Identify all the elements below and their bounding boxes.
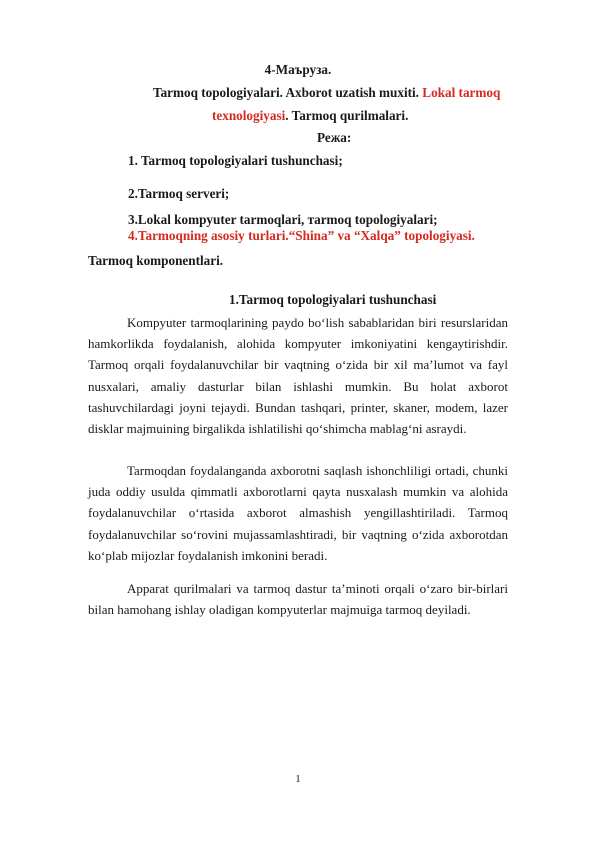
body-paragraph-2: Tarmoqdan foydalanganda axborotni saqlash ishonchliligi ortadi, chunki juda oddiy usulda qimmatli axborotlarni qayta nusxalash mumkin va alohida foydalanuvchilar o‘rtasida axborot almashish yengillashtiriladi. Tarmoq foydalanuvchilar so‘rovini mujassamlashtiradi, bir vaqtning o‘zida axborotdan ko‘plab mijozlar foydalanish imkonini beradi. — [88, 463, 508, 563]
plan-heading: Режа: — [317, 130, 352, 145]
title-highlight-cont: texnologiyasi — [212, 108, 286, 123]
section-heading: 1.Tarmoq topologiyalari tushunchasi — [229, 292, 437, 307]
title-text: Tarmoq topologiyalari. Axborot uzatish muxiti. — [153, 85, 423, 100]
title-highlight: Lokal tarmoq — [422, 85, 501, 100]
page-number: 1 — [295, 773, 301, 785]
plan-item-1: 1. Tarmoq topologiyalari tushunchasi; — [128, 153, 343, 168]
title-text-cont: . Tarmoq qurilmalari. — [285, 108, 409, 123]
lecture-title-line1 — [153, 85, 500, 101]
lecture-number: 4-Маъруза. — [264, 62, 332, 77]
lecture-title-line2 — [212, 108, 408, 124]
body-paragraph-1: Kompyuter tarmoqlarining paydo bo‘lish sabablaridan biri resurslaridan hamkorlikda foydalanish, alohida kompyuter imkoniyatini kengaytirishdir. Tarmoq orqali foydalanuvchilar bir vaqtning o‘zida bir xil ma’lumot va fayl nusxalari, amaliy dasturlar bilan ishlashi mumkin. Bu holat axborot tashuvchilardagi joyni tejaydi. Bundan tashqari, printer, skaner, modem, lazer disklar majmuining birgalikda ishlatilishi qo‘shimcha mablag‘ni asraydi. — [88, 315, 508, 437]
plan-item-3: 3.Lokal kompyuter tarmoqlari, тarmoq topologiyalari; — [128, 212, 438, 227]
plan-item-4: 4.Tarmoqning asosiy turlari.“Shina” va “Xalqa” topologiyasi. — [128, 228, 475, 243]
plan-item-4-continuation: Tarmoq komponentlari. — [88, 253, 224, 268]
plan-item-2: 2.Tarmoq serveri; — [128, 186, 230, 201]
body-paragraph-3: Apparat qurilmalari va tarmoq dastur ta’minoti orqali o‘zaro bir-birlari bilan hamohang ishlay oladigan kompyuterlar majmuiga tarmoq deyiladi. — [88, 581, 508, 618]
